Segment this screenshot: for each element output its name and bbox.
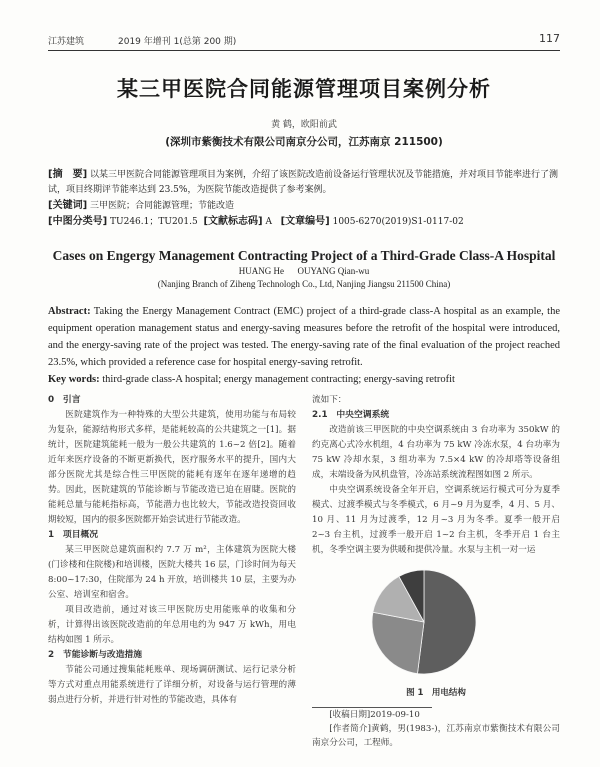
- en-keywords-label: Key words:: [48, 374, 100, 385]
- authors: 黄 鹤，欧阳前武: [271, 120, 337, 130]
- article-no-value: 1005-6270(2019)S1-0117-02: [332, 217, 464, 227]
- cn-keywords: [48, 198, 560, 214]
- cn-keywords-text: 三甲医院；合同能源管理；节能改造: [90, 201, 235, 211]
- section-heading: 2 节能诊断与改造措施: [48, 650, 143, 660]
- paragraph: 节能公司通过搜集能耗账单、现场调研测试、运行记录分析等方式对重点用能系统进行了详细分析，对设备与运行管理的薄弱点进行分析，并进行针对性的节能改造，具体有: [48, 665, 296, 705]
- received-date: [收稿日期]2019-09-10: [329, 710, 420, 720]
- page-number: 117: [539, 32, 560, 45]
- paragraph: 流如下：: [312, 395, 347, 405]
- pie-slice-1: [372, 612, 424, 673]
- cn-abstract: [48, 167, 560, 198]
- right-column: [312, 393, 560, 750]
- en-authors: HUANG He OUYANG Qian-wu: [238, 266, 370, 276]
- paragraph: 项目改造前，通过对该三甲医院历史用能账单的收集和分析，计算得出该医院改造前的年总用电约为 947 万 kWh，用电结构如图 1 所示。: [48, 605, 296, 645]
- en-keywords-text: third-grade class-A hospital; energy management contracting; energy-saving retrofit: [102, 374, 455, 385]
- paragraph: 中央空调系统设备全年开启，空调系统运行模式可分为夏季模式、过渡季模式与冬季模式，6 月~9 月为夏季，4 月、5 月、10 月、11 月为过渡季，12 月~3 月为冬季。夏季一般开启 2~3 台主机，过渡季一般开启 1~2 台主机，冬季开启 1 台主机，冬季空调主要为供暖和提供冷量。水泵与主机一对一运: [312, 485, 560, 555]
- en-title: Cases on Engergy Management Contracting Project of a Third-Grade Class-A Hospital: [52, 248, 556, 263]
- paper-title: 某三甲医院合同能源管理项目案例分析: [117, 77, 491, 101]
- classification-row: [48, 214, 560, 230]
- author-bio: [作者简介]黄鹤，男(1983-)，江苏南京市紫衡技术有限公司南京分公司，工程师。: [312, 724, 560, 748]
- figure-caption: 图 1 用电结构: [406, 688, 466, 698]
- doc-code-value: A: [265, 217, 272, 227]
- cn-abstract-text: 以某三甲医院合同能源管理项目为案例，介绍了该医院改造前设备运行管理状况及节能措施，并对项目节能率进行了测试，项目终期评节能率达到 23.5%，为医院节能改造提供了参考案例。: [48, 170, 559, 195]
- cn-keywords-label: [关键词]: [48, 200, 88, 211]
- en-abstract-label: Abstract:: [48, 306, 91, 317]
- paragraph: 某三甲医院总建筑面积约 7.7 万 m²，主体建筑为医院大楼(门诊楼和住院楼)和培训楼，医院大楼共 16 层，门诊时间为每天 8:00~17:30，住院部为 24 h 开放，培训楼共 10 层，主要为办公室、培训室和宿舍。: [48, 545, 296, 600]
- en-abstract: [48, 303, 560, 371]
- cn-metadata: [48, 167, 560, 230]
- journal-name: 江苏建筑: [48, 37, 85, 47]
- doc-code-label: [文献标志码]: [203, 216, 263, 227]
- left-column: [48, 393, 296, 750]
- paragraph: 改造前该三甲医院的中央空调系统由 3 台功率为 350kW 的约克离心式冷水机组，4 台功率为 75 kW 冷冻水泵，4 台功率为 75 kW 冷却水泵，3 组功率为 7.5×4 kW 的冷却塔等设备组成，末端设备为风机盘管，冷冻站系统流程图如图 2 所示。: [312, 425, 560, 480]
- en-abstract-text: Taking the Energy Management Contract (EMC) project of a third-grade class-A hospital as an example, the equipment operation management status and energy-saving measures before the retrofit of the hospital were introduced, and the energy-saving rate of the project was tested. The energy-saving rate of the final evaluation of the project reached 23.5%, which provided a reference case for hospital energy-saving retrofit.: [48, 306, 560, 368]
- section-heading: 1 项目概况: [48, 530, 99, 540]
- paragraph: 医院建筑作为一种特殊的大型公共建筑，使用功能与布局较为复杂，能源结构形式多样，是能耗较高的公共建筑之一[1]。据统计，医院建筑能耗一般为一般公共建筑的 1.6~2 倍[2]。随着近年来医疗设备的不断更新换代，医疗服务水平的提升，国内大部分医院尤其是综合性三甲医院的能耗有逐年在逐年递增的趋势。因此，医院建筑的节能诊断与节能改造已迫在眉睫。医院的能耗总量与能耗指标高，节能潜力也比较大，节能改造投资回收期较短，国内的很多医院都开始尝试进行节能改造。: [48, 410, 296, 525]
- clc-value: TU246.1；TU201.5: [110, 217, 198, 227]
- section-heading: 2.1 中央空调系统: [312, 410, 390, 420]
- clc-label: [中图分类号]: [48, 216, 108, 227]
- section-heading: 0 引言: [48, 395, 81, 405]
- issue-info: 2019 年增刊 1(总第 200 期): [118, 37, 237, 47]
- pie-slice-0: [417, 570, 476, 674]
- body-columns: [48, 393, 560, 750]
- cn-abstract-label: [摘 要]: [48, 169, 88, 180]
- en-affiliation: (Nanjing Branch of Ziheng Technologh Co., Ltd, Nanjing Jiangsu 211500 China): [157, 279, 451, 289]
- figure-1: [312, 564, 560, 684]
- pie-chart: [312, 564, 560, 682]
- affiliation: (深圳市紫衡技术有限公司南京分公司，江苏南京 211500): [165, 136, 443, 148]
- running-header: [48, 30, 560, 51]
- article-no-label: [文章编号]: [280, 216, 330, 227]
- en-keywords: [48, 374, 560, 385]
